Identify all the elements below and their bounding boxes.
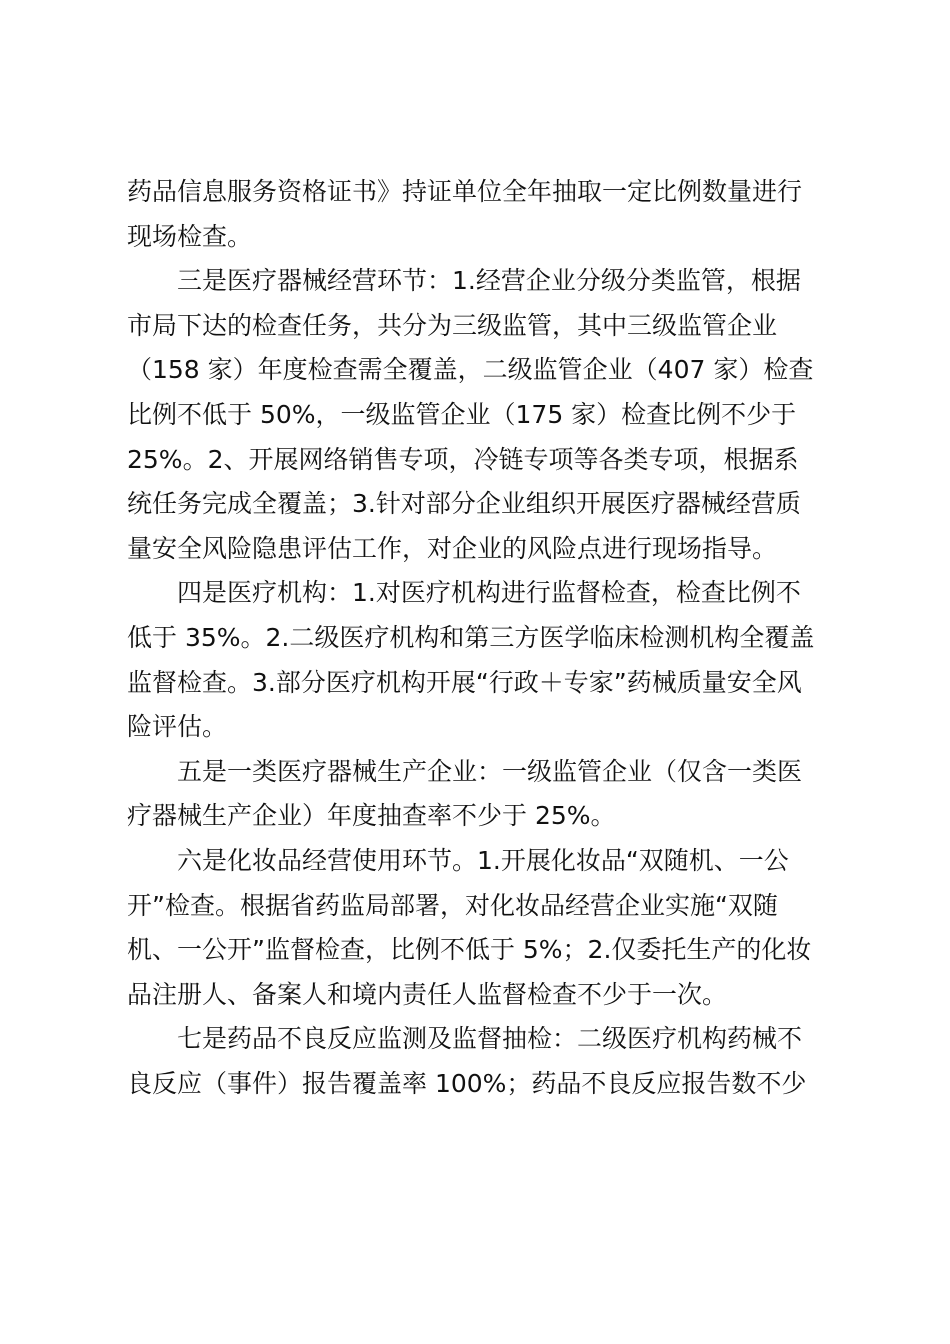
text-line: 市局下达的检查任务，共分为三级监管，其中三级监管企业: [127, 310, 778, 340]
text-line: 比例不低于 50%，一级监管企业（175 家）检查比例不少于: [127, 399, 797, 429]
text-line: 量安全风险隐患评估工作，对企业的风险点进行现场指导。: [127, 533, 778, 563]
text-line: 低于 35%。2.二级医疗机构和第三方医学临床检测机构全覆盖: [127, 622, 815, 652]
body-text: [127, 170, 827, 1106]
paragraph-start-line: 三是医疗器械经营环节：1.经营企业分级分类监管，根据: [177, 266, 801, 296]
text-line: （158 家）年度检查需全覆盖，二级监管企业（407 家）检查: [127, 355, 814, 385]
text-line: 药品信息服务资格证书》持证单位全年抽取一定比例数量进行: [127, 177, 803, 206]
text-line: 疗器械生产企业）年度抽查率不少于 25%。: [127, 801, 616, 831]
text-line: 现场检查。: [127, 221, 253, 251]
text-line: 良反应（事件）报告覆盖率 100%；药品不良反应报告数不少: [127, 1068, 807, 1098]
paragraph-start-line: 五是一类医疗器械生产企业：一级监管企业（仅含一类医: [177, 756, 803, 786]
paragraph-start-line: 四是医疗机构：1.对医疗机构进行监督检查，检查比例不: [177, 578, 801, 608]
text-line: 统任务完成全覆盖；3.针对部分企业组织开展医疗器械经营质: [127, 489, 801, 519]
text-line: 监督检查。3.部分医疗机构开展“行政＋专家”药械质量安全风: [127, 667, 802, 697]
text-line: 机、一公开”监督检查，比例不低于 5%；2.仅委托生产的化妆: [127, 935, 812, 965]
text-line: 开”检查。根据省药监局部署，对化妆品经营企业实施“双随: [127, 890, 778, 920]
text-line: 25%。2、开展网络销售专项，冷链专项等各类专项，根据系: [127, 444, 799, 474]
paragraph-start-line: 六是化妆品经营使用环节。1.开展化妆品“双随机、一公: [177, 845, 789, 875]
text-line: 险评估。: [127, 712, 228, 742]
text-line: 品注册人、备案人和境内责任人监督检查不少于一次。: [127, 979, 728, 1009]
paragraph-start-line: 七是药品不良反应监测及监督抽检：二级医疗机构药械不: [177, 1024, 803, 1054]
